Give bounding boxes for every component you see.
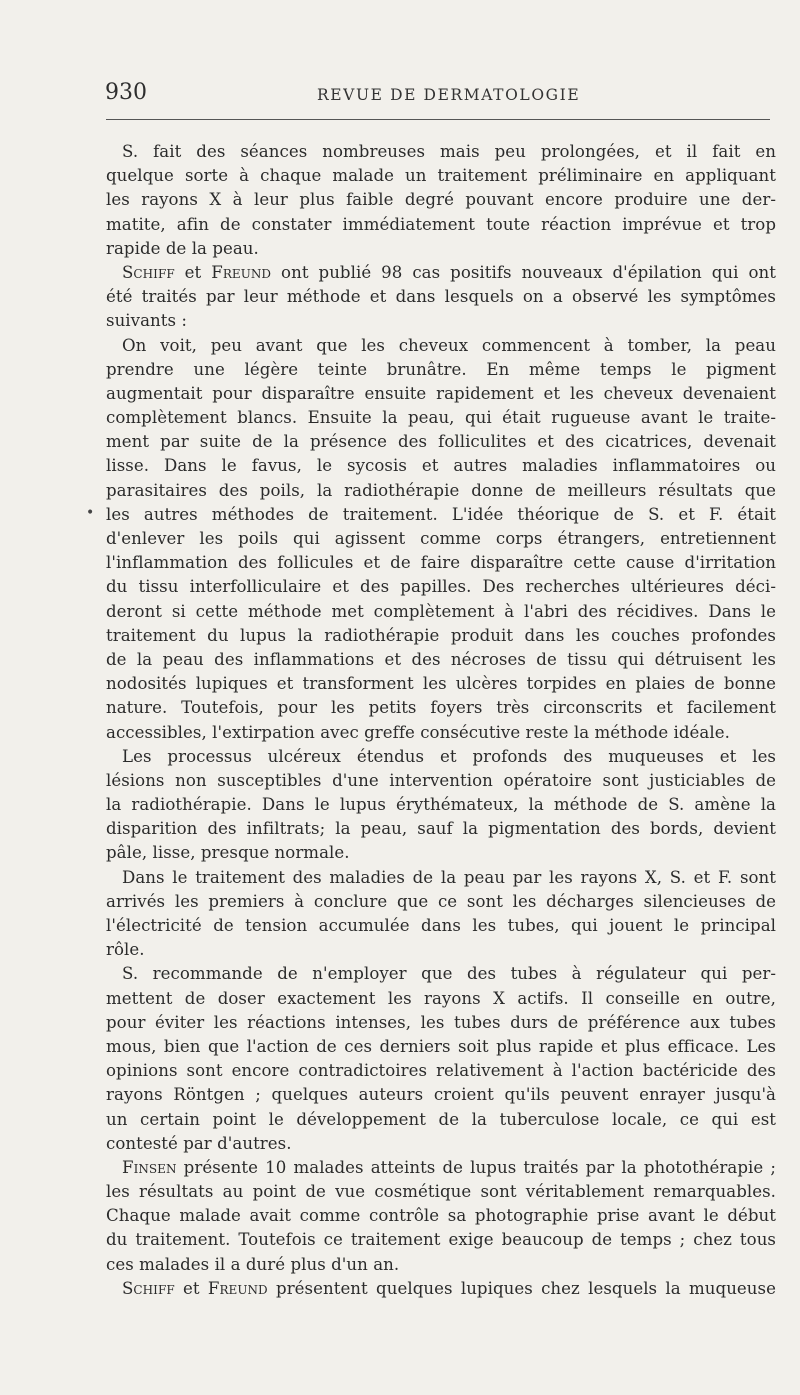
- text-line: Les processus ulcéreux étendus et profonds des muqueuses et les: [122, 746, 776, 766]
- text-line: lésions non susceptibles d'une intervention opératoire sont justiciables de: [106, 770, 776, 790]
- text-line: Dans le traitement des maladies de la peau par les rayons X, S. et F. sont: [122, 867, 776, 887]
- text-line: On voit, peu avant que les cheveux commencent à tomber, la peau: [122, 335, 776, 355]
- text-line: lisse. Dans le favus, le sycosis et autres maladies inflammatoires ou: [106, 456, 776, 476]
- text-line: traitement du lupus la radiothérapie produit dans les couches profondes: [106, 625, 776, 645]
- text-line: mous, bien que l'action de ces derniers soit plus rapide et plus efficace. Les: [106, 1036, 776, 1056]
- text-line: parasitaires des poils, la radiothérapie donne de meilleurs résultats que: [106, 480, 776, 500]
- text-line: contesté par d'autres.: [106, 1133, 292, 1153]
- paragraph: [106, 962, 776, 1156]
- body-text: [106, 140, 776, 1301]
- text-line: suivants :: [106, 311, 188, 331]
- paragraph: [106, 866, 776, 963]
- header-rule: [106, 119, 770, 120]
- text-line: mettent de doser exactement les rayons X actifs. Il conseille en outre,: [106, 988, 776, 1008]
- paragraph: [106, 1277, 776, 1301]
- text-line: prendre une légère teinte brunâtre. En même temps le pigment: [106, 359, 776, 379]
- text-line: matite, afin de constater immédiatement toute réaction imprévue et trop: [106, 214, 776, 234]
- text-line: nodosités lupiques et transforment les ulcères torpides en plaies de bonne: [106, 674, 776, 694]
- text-line: quelque sorte à chaque malade un traitement préliminaire en appliquant: [106, 166, 776, 186]
- author-name: Finsen: [122, 1157, 177, 1177]
- page-number: 930: [105, 80, 147, 105]
- text-line: Finsen présente 10 malades atteints de lupus traités par la photothérapie ;: [122, 1157, 776, 1177]
- text-line: rapide de la peau.: [106, 238, 259, 258]
- text-line: rayons Röntgen ; quelques auteurs croient qu'ils peuvent enrayer jusqu'à: [106, 1085, 776, 1105]
- text-line: les rayons X à leur plus faible degré pouvant encore produire une der-: [106, 190, 776, 210]
- text-line: ment par suite de la présence des folliculites et des cicatrices, devenait: [106, 432, 776, 452]
- text-line: S. recommande de n'employer que des tubes à régulateur qui per-: [122, 964, 776, 984]
- page-header: [105, 80, 770, 110]
- author-name: Freund: [211, 262, 272, 282]
- text-line: complètement blancs. Ensuite la peau, qui était rugueuse avant le traite-: [106, 408, 776, 428]
- text-line: de la peau des inflammations et des nécroses de tissu qui détruisent les: [106, 649, 776, 669]
- text-line: la radiothérapie. Dans le lupus érythémateux, la méthode de S. amène la: [106, 795, 776, 815]
- paragraph: [106, 334, 776, 745]
- text-line: augmentait pour disparaître ensuite rapidement et les cheveux devenaient: [106, 383, 776, 403]
- text-line: accessibles, l'extirpation avec greffe consécutive reste la méthode idéale.: [106, 722, 730, 742]
- running-title: REVUE DE DERMATOLOGIE: [317, 86, 581, 104]
- text-line: été traités par leur méthode et dans lesquels on a observé les symptômes: [106, 287, 776, 307]
- text-line: l'électricité de tension accumulée dans les tubes, qui jouent le principal: [106, 916, 776, 935]
- text-line: deront si cette méthode met complètement à l'abri des récidives. Dans le: [106, 601, 776, 621]
- text-line: Schiff et Freund ont publié 98 cas positifs nouveaux d'épilation qui ont: [122, 262, 776, 282]
- margin-mark: •: [86, 505, 95, 521]
- text-line: du traitement. Toutefois ce traitement exige beaucoup de temps ; chez tous: [106, 1230, 776, 1250]
- text-line: d'enlever les poils qui agissent comme corps étrangers, entretiennent: [106, 529, 776, 548]
- text-line: rôle.: [106, 940, 145, 960]
- text-line: du tissu interfolliculaire et des papilles. Des recherches ultérieures déci-: [106, 577, 776, 597]
- paragraph: [106, 1156, 776, 1277]
- paragraph: [106, 261, 776, 334]
- text-line: Schiff et Freund présentent quelques lupiques chez lesquels la muqueuse: [122, 1278, 776, 1298]
- text-line: pâle, lisse, presque normale.: [106, 843, 350, 863]
- paragraph: [106, 140, 776, 261]
- text-line: nature. Toutefois, pour les petits foyers très circonscrits et facilement: [106, 698, 776, 718]
- paragraph: [106, 745, 776, 866]
- text-line: S. fait des séances nombreuses mais peu prolongées, et il fait en: [122, 142, 776, 161]
- text-line: les résultats au point de vue cosmétique sont véritablement remarquables.: [106, 1182, 776, 1202]
- author-name: Schiff: [122, 262, 175, 282]
- author-name: Freund: [207, 1278, 268, 1298]
- text-line: Chaque malade avait comme contrôle sa photographie prise avant le début: [106, 1206, 776, 1226]
- text-line: disparition des infiltrats; la peau, sauf la pigmentation des bords, devient: [106, 819, 776, 839]
- text-line: arrivés les premiers à conclure que ce sont les décharges silencieuses de: [106, 891, 776, 911]
- text-line: opinions sont encore contradictoires relativement à l'action bactéricide des: [106, 1061, 776, 1081]
- text-line: ces malades il a duré plus d'un an.: [106, 1254, 400, 1274]
- text-line: l'inflammation des follicules et de faire disparaître cette cause d'irritation: [106, 553, 776, 573]
- text-line: pour éviter les réactions intenses, les tubes durs de préférence aux tubes: [106, 1012, 776, 1032]
- author-name: Schiff: [122, 1278, 175, 1298]
- text-line: les autres méthodes de traitement. L'idée théorique de S. et F. était: [106, 504, 776, 524]
- text-line: un certain point le développement de la tuberculose locale, ce qui est: [106, 1109, 776, 1129]
